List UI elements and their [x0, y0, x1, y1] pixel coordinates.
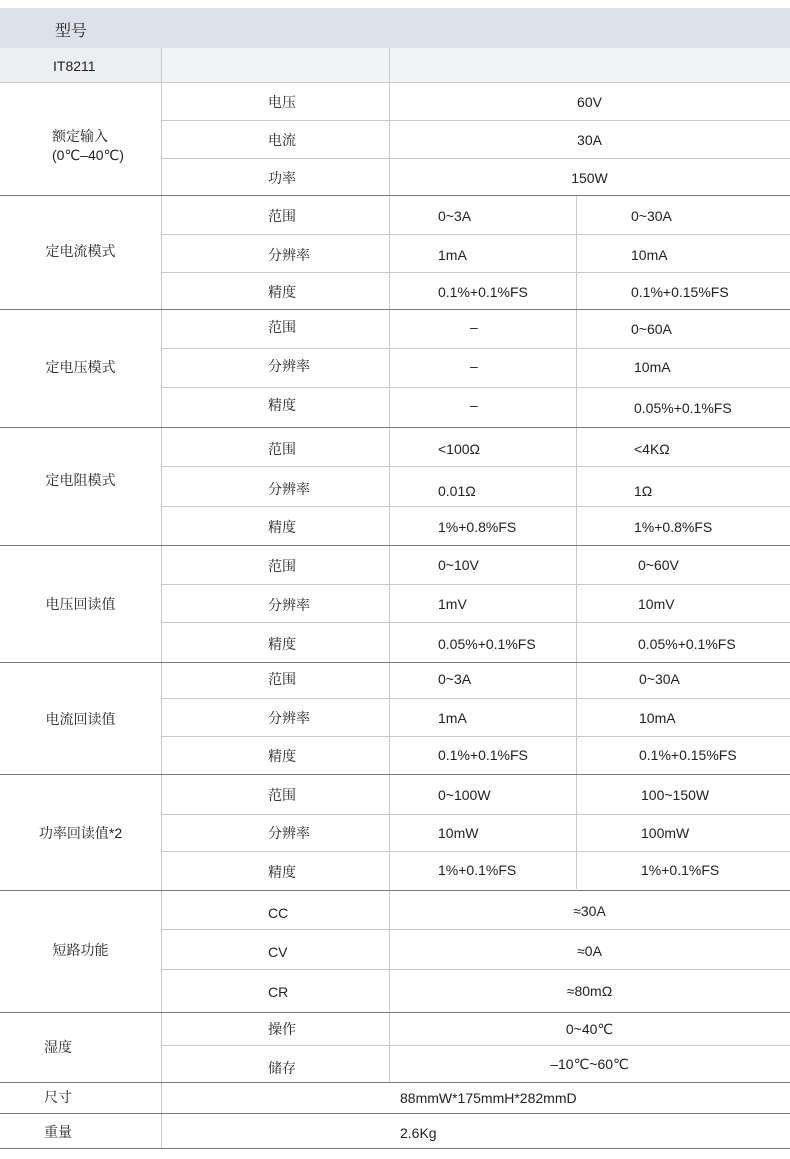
param-label: 范围: [268, 787, 296, 803]
param-label: 分辨率: [268, 597, 310, 613]
param-label: 范围: [268, 558, 296, 574]
param-label: 储存: [268, 1060, 296, 1076]
value-cell: 1mV: [438, 596, 467, 612]
current-readback-label: 电流回读值: [45, 711, 116, 727]
rated-input-label: 额定输入: [52, 128, 108, 144]
param-label: 精度: [268, 519, 296, 535]
param-label: 精度: [268, 636, 296, 652]
value-cell: ≈30A: [573, 903, 606, 919]
value-cell: 1Ω: [634, 483, 653, 499]
value-cell: 10mA: [639, 710, 676, 726]
param-label: 范围: [268, 671, 296, 687]
model-name: IT8211: [53, 58, 96, 74]
value-cell: 0~3A: [438, 671, 472, 687]
weight-label: 重量: [44, 1124, 72, 1140]
short-circuit-label: 短路功能: [52, 942, 109, 958]
value-cell: 1%+0.1%FS: [438, 862, 517, 878]
value-cell: ≈0A: [577, 943, 602, 959]
param-label: 范围: [268, 319, 296, 335]
value-cell: 0.05%+0.1%FS: [438, 636, 536, 652]
value-cell: –: [470, 397, 478, 413]
value-cell: 0~40℃: [565, 1021, 614, 1037]
header-title: 型号: [55, 23, 88, 40]
value-cell: 60V: [577, 94, 602, 110]
param-label: 精度: [268, 748, 296, 764]
value-cell: 0~60V: [638, 557, 679, 573]
value-cell: 10mW: [438, 825, 479, 841]
value-cell: 0.1%+0.15%FS: [631, 284, 729, 300]
param-label: 分辨率: [268, 710, 310, 726]
value-cell: 10mV: [638, 596, 675, 612]
param-label: CV: [268, 944, 288, 960]
weight-value: 2.6Kg: [400, 1125, 437, 1141]
value-cell: 0.05%+0.1%FS: [634, 400, 732, 416]
param-label: 电压: [268, 94, 296, 110]
param-label: 分辨率: [268, 825, 310, 841]
value-cell: 0~3A: [438, 208, 472, 224]
humidity-label: 湿度: [44, 1039, 72, 1055]
param-label: CR: [268, 984, 289, 1000]
value-cell: 1%+0.8%FS: [438, 519, 517, 535]
value-cell: 30A: [577, 132, 602, 148]
value-cell: 1mA: [438, 710, 467, 726]
value-cell: 1%+0.8%FS: [634, 519, 713, 535]
value-cell: 0~30A: [631, 208, 672, 224]
value-cell: 10mA: [634, 359, 671, 375]
value-cell: 100~150W: [641, 787, 710, 803]
cr-mode-label: 定电阻模式: [45, 472, 116, 488]
value-cell: 0~100W: [438, 787, 491, 803]
power-readback-label: 功率回读值*2: [38, 825, 123, 841]
value-cell: 0.1%+0.1%FS: [438, 747, 528, 763]
rated-input-temp: (0℃–40℃): [52, 147, 124, 163]
param-label: 范围: [268, 441, 296, 457]
value-cell: <100Ω: [438, 441, 480, 457]
value-cell: –10℃~60℃: [550, 1056, 629, 1072]
param-label: 精度: [268, 397, 296, 413]
value-cell: 1%+0.1%FS: [641, 862, 720, 878]
value-cell: 0.01Ω: [438, 483, 476, 499]
value-cell: ≈80mΩ: [566, 983, 613, 999]
value-cell: 0.1%+0.15%FS: [639, 747, 737, 763]
value-cell: 0~10V: [438, 557, 479, 573]
value-cell: 0~30A: [639, 671, 680, 687]
dimensions-label: 尺寸: [44, 1089, 72, 1105]
dimensions-value: 88mmW*175mmH*282mmD: [400, 1090, 577, 1106]
param-label: 精度: [268, 864, 296, 880]
value-cell: –: [470, 319, 478, 335]
cc-mode-label: 定电流模式: [45, 243, 116, 259]
table-header: [0, 8, 790, 48]
value-cell: <4KΩ: [634, 441, 670, 457]
value-cell: 1mA: [438, 247, 467, 263]
param-label: 操作: [268, 1021, 296, 1037]
param-label: 范围: [268, 208, 296, 224]
voltage-readback-label: 电压回读值: [45, 596, 116, 612]
value-cell: 100mW: [641, 825, 690, 841]
value-cell: 150W: [571, 170, 608, 186]
param-label: 分辨率: [268, 247, 310, 263]
value-cell: 0.05%+0.1%FS: [638, 636, 736, 652]
param-label: 功率: [268, 170, 296, 186]
param-label: 电流: [268, 132, 296, 148]
param-label: 分辨率: [268, 358, 310, 374]
value-cell: –: [470, 358, 478, 374]
param-label: CC: [268, 905, 289, 921]
value-cell: 10mA: [631, 247, 668, 263]
value-cell: 0~60A: [631, 321, 672, 337]
cv-mode-label: 定电压模式: [45, 359, 116, 375]
param-label: 精度: [268, 284, 296, 300]
param-label: 分辨率: [268, 481, 310, 497]
value-cell: 0.1%+0.1%FS: [438, 284, 528, 300]
